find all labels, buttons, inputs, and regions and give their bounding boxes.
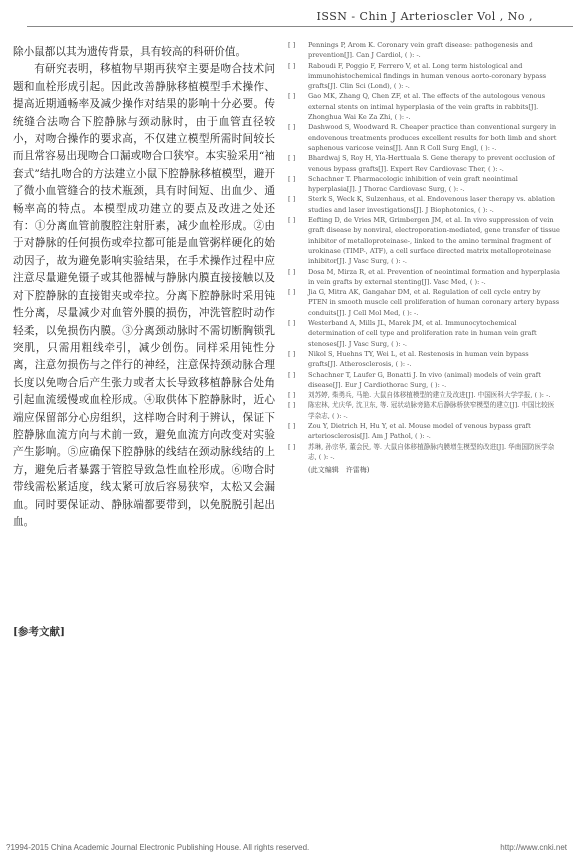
reference-text: 陈宏林, 尤庆华, 沈卫东, 等. 冠状动脉旁路术后静脉桥狭窄模型的建立[J]. 中国比较医学杂志, ( ): -. bbox=[308, 401, 555, 420]
reference-number: [ ] bbox=[288, 370, 296, 379]
reference-number: [ ] bbox=[288, 123, 296, 132]
reference-item bbox=[288, 267, 560, 288]
reference-item bbox=[288, 349, 560, 370]
reference-text: Jia G, Mitra AK, Gangahar DM, et al. Regulation of cell cycle entry by PTEN in smooth muscle cell proliferation of human coronary artery bypass conduits[J]. J Cell Mol Med, ( ): -. bbox=[308, 288, 560, 317]
reference-text: 苏琳, 孙宗华, 董会民, 等. 大鼠自体移植静脉内膜增生模型的改进[J]. 华南国防医学杂志, ( ): -. bbox=[308, 442, 555, 461]
reference-number: [ ] bbox=[288, 401, 296, 410]
reference-text: Dashwood S, Woodward R. Cheaper practice than conventional surgery in endovenous treatments produces excellent results for both limb and short saphenous varicose veins[J]. Ann R Coll Surg Engl, ( ): -. bbox=[308, 123, 557, 152]
reference-text: Schachner T. Pharmacologic inhibition of vein graft neointimal hyperplasia[J]. J Thorac Cardiovasc Surg, ( ): -. bbox=[308, 174, 518, 194]
reference-number: [ ] bbox=[288, 154, 296, 163]
reference-item bbox=[288, 194, 560, 215]
reference-item bbox=[288, 122, 560, 153]
reference-number: [ ] bbox=[288, 288, 296, 297]
reference-text: Nikol S, Huehns TY, Wei L, et al. Restenosis in human vein bypass grafts[J]. Atherosclerosis, ( ): -. bbox=[308, 349, 529, 369]
reference-number: [ ] bbox=[288, 349, 296, 358]
reference-number: [ ] bbox=[288, 442, 296, 451]
reference-item bbox=[288, 421, 560, 442]
running-header bbox=[317, 10, 534, 23]
references-heading: [参考文献] bbox=[13, 626, 65, 638]
editor-note: (此文编辑 许雷梅) bbox=[308, 466, 370, 475]
reference-number: [ ] bbox=[288, 421, 296, 430]
reference-text: Eefting D, de Vries MR, Grimbergen JM, et al. In vivo suppression of vein graft disease by nonviral, electroporation-mediated, gene transfer of tissue inhibitor of metalloproteinase-, linked to the amino terminal fragment of urokinase (TIMP-, ATF), a cell surface directed matrix metalloproteinase inhibitor[J]. J Vasc Surg, ( ): -. bbox=[308, 216, 560, 266]
reference-text: 刘苏婷, 柴勇兵, 马艳. 大鼠自体移植模型的建立及改进[J]. 中国医科大学学报, ( ): -. bbox=[308, 391, 551, 400]
references-column bbox=[288, 40, 560, 475]
reference-item bbox=[288, 400, 560, 421]
body-text-column bbox=[13, 44, 275, 531]
reference-number: [ ] bbox=[288, 216, 296, 225]
reference-number: [ ] bbox=[288, 41, 296, 49]
reference-item bbox=[288, 215, 560, 266]
reference-text: Dosa M, Mirza R, et al. Prevention of neointimal formation and hyperplasia in vein grafts by external stenting[J]. Vasc Med, ( ): -. bbox=[308, 267, 560, 286]
reference-item bbox=[288, 287, 560, 318]
reference-text: Bhardwaj S, Roy H, Yla-Herttuala S. Gene therapy to prevent occlusion of venous bypass grafts[J]. Expert Rev Cardiovasc Ther, ( ): -. bbox=[308, 154, 555, 173]
reference-item bbox=[288, 174, 560, 195]
reference-number: [ ] bbox=[288, 195, 296, 204]
reference-number: [ ] bbox=[288, 319, 296, 328]
copyright-text: ?1994-2015 China Academic Journal Electronic Publishing House. All rights reserved. bbox=[6, 843, 310, 852]
reference-item bbox=[288, 153, 560, 174]
reference-number: [ ] bbox=[288, 174, 296, 183]
body-paragraph: 除小鼠都以其为遗传背景，具有较高的科研价值。 bbox=[13, 46, 247, 58]
reference-item bbox=[288, 91, 560, 122]
reference-number: [ ] bbox=[288, 267, 296, 276]
reference-number: [ ] bbox=[288, 92, 296, 101]
reference-text: Westerband A, Mills JL, Marek JM, et al. Immunocytochemical determination of cell type and proliferation rate in human vein graft stenoses[J]. J Vasc Surg, ( ): -. bbox=[308, 319, 537, 348]
reference-text: Sterk S, Weck K, Sulzenhaus, et al. Endovenous laser therapy vs. ablation studies and laser investigations[J]. J Biophotonics, ( ): -. bbox=[308, 195, 555, 214]
reference-text: Zou Y, Dietrich H, Hu Y, et al. Mouse model of venous bypass graft arteriosclerosis[J]. Am J Pathol, ( ): -. bbox=[308, 421, 531, 441]
reference-text: Raboudi F, Poggio F, Ferrero V, et al. Long term histological and immunohistochemical findings in human venous aorto-coronary bypass grafts[J]. Clin Sci (Lond), ( ): -. bbox=[308, 61, 547, 91]
reference-text: Schachner T, Laufer G, Bonatti J. In vivo (animal) models of vein graft disease[J]. Eur J Cardiothorac Surg, ( ): -. bbox=[308, 370, 541, 389]
reference-item bbox=[288, 390, 560, 400]
reference-text: Pennings P, Arom K. Coronary vein graft disease: pathogenesis and prevention[J]. Can J Cardiol, ( ): -. bbox=[308, 41, 533, 60]
page-footer bbox=[6, 843, 567, 852]
reference-number: [ ] bbox=[288, 391, 296, 400]
reference-item bbox=[288, 318, 560, 349]
reference-number: [ ] bbox=[288, 61, 296, 70]
website-link[interactable]: http://www.cnki.net bbox=[500, 843, 567, 852]
header-rule bbox=[27, 26, 573, 27]
reference-item bbox=[288, 40, 560, 61]
body-paragraph: 有研究表明，移植物早期再狭窄主要是吻合技术问题和血栓形成引起。因此改善静脉移植模型手术操作、提高近期通畅率及减少操作对结果的影响十分必要。传统缝合法吻合下腔静脉与颈动脉时，由于血管直径较小，对吻合操作的要求高，不仅建立模型所需时间较长而且常容易出现吻合口漏或吻合口狭窄。本实验采用“袖套式”结扎吻合的方法建立小鼠下腔静脉移植模型，避开了微小血管缝合的技术瓶颈，具有时间短、出血少、通畅率高的特点。本模型成功建立的要点及改进之处还有：①分离血管前腹腔注射肝素，减少血栓形成。②由于对静脉的任何损伤或牵拉都可能是血管粥样硬化的始动因子，故为避免影响实验结果，在手术操作过程中应注意尽量避免镊子或其他器械与静脉内膜直接接触以及对下腔静脉的直接钳夹或牵拉。分离下腔静脉时采用钝性分离，尽量减少对血管外膜的损伤，冲洗管腔时动作轻柔，以免损伤内膜。③分离颈动脉时不需切断胸锁乳突肌，只需用粗线牵引，减少创伤。同样采用钝性分离，注意勿损伤与之伴行的神经，注意保持颈动脉合理长度以免吻合后产生张力或者太长导致移植静脉合处角引起血流缓慢或血栓形成。④取供体下腔静脉时，近心端应保留部分心房组织，这样吻合时利于辨认，保证下腔静脉血流方向与术前一致，避免血流方向改变对实验产生影响。⑤应确保下腔静脉的线结在颈动脉线结的上方，避免后者暴露于管腔导致急性血栓形成。⑥吻合时带线需松紧适度，线太紧可放后容易狭窄，太松又会漏血。同时要保证动、静脉端都要带到，以免脱脱引起出血。 bbox=[13, 63, 275, 528]
reference-text: Gao MK, Zhang Q, Chen ZF, et al. The effects of the autologous venous external stents on intimal hyperplasia of the vein grafts in rabbits[J]. Zhonghua Wai Ke Za Zhi, ( ): -. bbox=[308, 92, 546, 122]
journal-header-text: ISSN - Chin J Arterioscler Vol , No , bbox=[316, 10, 533, 23]
reference-item bbox=[288, 442, 560, 463]
reference-item bbox=[288, 370, 560, 391]
reference-item bbox=[288, 61, 560, 92]
